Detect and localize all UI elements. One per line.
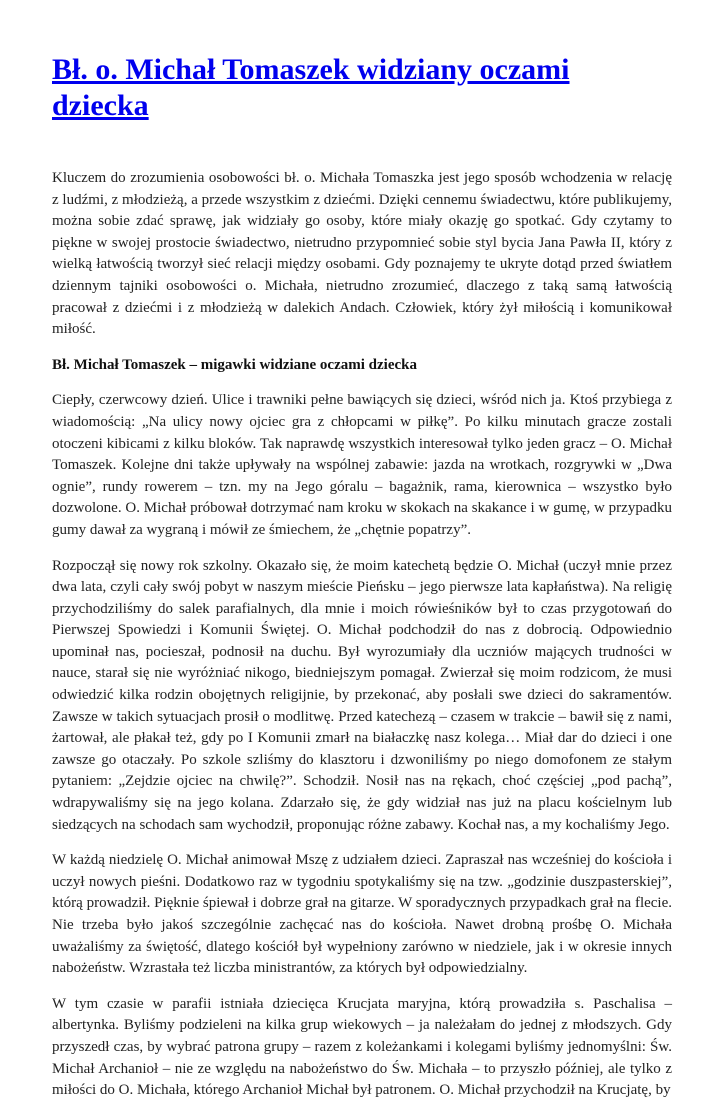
article-title-link[interactable]: Bł. o. Michał Tomaszek widziany oczami dziecka	[52, 53, 570, 122]
body-paragraph: Ciepły, czerwcowy dzień. Ulice i trawniki pełne bawiących się dzieci, wśród nich ja. Ktoś przybiega z wiadomością: „Na ulicy nowy ojciec gra z chłopcami w piłkę”. Po kilku minutach gracze zostali otoczeni kibicami z kilku bloków. Tak naprawdę wszystkich interesował tylko jeden gracz – O. Michał Tomaszek. Kolejne dni także upływały na wspólnej zabawie: jazda na wrotkach, rozgrywki w „Dwa ognie”, rundy rowerem – tzn. my na Jego góralu – bagażnik, rama, kierownica – wszystko było dozwolone. O. Michał próbował dotrzymać nam kroku w skokach na skakance i w gumę, w przypadku gumy dawał za wygraną i mówił ze śmiechem, że „chętnie popatrzy”.	[52, 392, 672, 538]
section-heading: Bł. Michał Tomaszek – migawki widziane oczami dziecka	[52, 356, 417, 373]
intro-paragraph: Kluczem do zrozumienia osobowości bł. o. Michała Tomaszka jest jego sposób wchodzenia w relację z ludźmi, z młodzieżą, a przede wszystkim z dziećmi. Dzięki cennemu świadectwu, które publikujemy, można sobie zdać sprawę, jak widziały go osoby, które miały okazję go spotkać. Gdy czytamy to piękne w swojej prostocie świadectwo, nietrudno przypomnieć sobie styl bycia Jana Pawła II, który z wielką łatwością tworzył sieć relacji między osobami. Gdy poznajemy te ukryte dotąd przed światłem dziennym tajniki osobowości o. Michała, nietrudno zrozumieć, dlaczego z taką samą łatwością pracował z dziećmi i z młodzieżą w dalekich Andach. Człowiek, który żył miłością i komunikował miłość.	[52, 170, 672, 338]
body-paragraph: Rozpoczął się nowy rok szkolny. Okazało się, że moim katechetą będzie O. Michał (uczył mnie przez dwa lata, czyli cały swój pobyt w naszym mieście Pieńsku – jego pierwsze lata kapłaństwa). Na religię przychodziliśmy do salek parafialnych, dla mnie i moich rówieśników był to czas przygotowań do Pierwszej Spowiedzi i Komunii Świętej. O. Michał podchodził do nas z dobrocią. Odpowiednio upominał nas, pocieszał, podnosił na duchu. Był wyrozumiały dla uczniów mających trudności w nauce, starał się nie wyróżniać nikogo, biedniejszym pomagał. Zwierzał się moim rodzicom, że musi odwiedzić kilka rodzin obojętnych religijnie, by przekonać, aby posłali swe dzieci do sakramentów. Zawsze w takich sytuacjach prosił o modlitwę. Przed katechezą – czasem w trakcie – bawił się z nami, żartował, ale płakał też, gdy po I Komunii zmarł na białaczkę nasz kolega… Miał dar do dzieci i one zawsze go otaczały. Po szkole szliśmy do klasztoru i dzwoniliśmy po niego domofonem ze stałym pytaniem: „Zejdzie ojciec na chwilę?”. Schodził. Nosił nas na rękach, choć częściej „pod pachą”, wdrapywaliśmy się na jego kolana. Zdarzało się, że gdy widział nas już na placu kościelnym lub siedzących na schodach sam wychodził, proponując różne zabawy. Kochał nas, a my kochaliśmy Jego.	[52, 557, 672, 833]
article	[52, 52, 672, 1116]
article-title	[52, 52, 672, 124]
body-paragraph: W tym czasie w parafii istniała dziecięca Krucjata maryjna, którą prowadziła s. Paschalisa – albertynka. Byliśmy podzieleni na kilka grup wiekowych – ja należałam do jednej z młodszych. Gdy przyszedł czas, by wybrać patrona grupy – razem z koleżankami i kolegami byliśmy jednomyślni: Św. Michał Archanioł – nie ze względu na nabożeństwo do Św. Michała – to przyszło później, ale tylko z miłości do O. Michała, którego Archanioł Michał był patronem. O. Michał przychodził na Krucjatę, by	[52, 995, 672, 1099]
body-paragraph: W każdą niedzielę O. Michał animował Mszę z udziałem dzieci. Zapraszał nas wcześniej do kościoła i uczył nowych pieśni. Dodatkowo raz w tygodniu spotykaliśmy się na tzw. „godzinie duszpasterskiej”, którą prowadził. Pięknie śpiewał i dobrze grał na gitarze. W sporadycznych przypadkach grał na flecie. Nie trzeba było jakoś szczególnie zachęcać nas do kościoła. Nawet drobną prośbę O. Michała uważaliśmy za świętość, dlatego kościół był wypełniony zarówno w niedziele, jak i w okresie innych nabożeństw. Wzrastała też liczba ministrantów, za których był odpowiedzialny.	[52, 852, 672, 977]
